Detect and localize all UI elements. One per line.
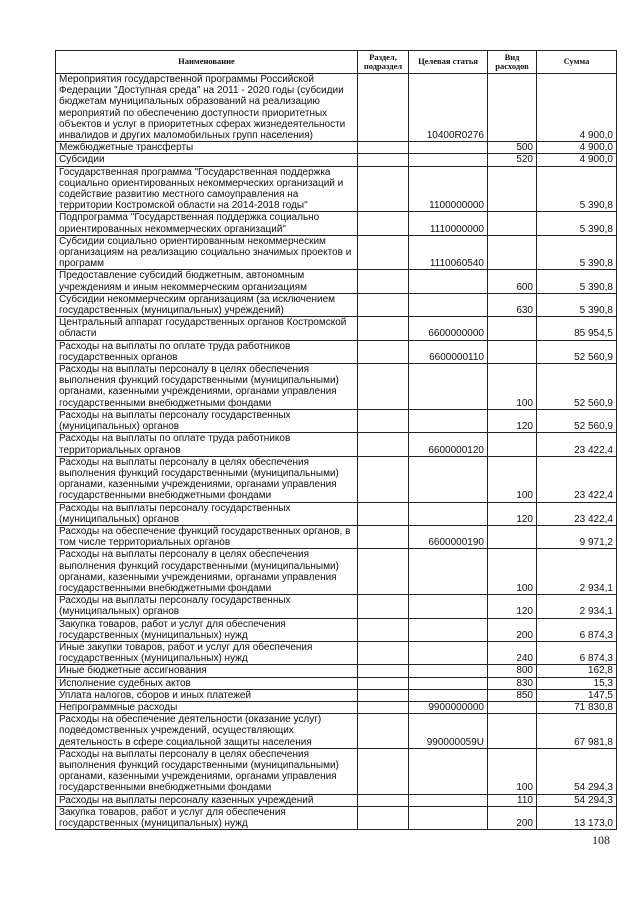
cell-section [358, 317, 409, 340]
table-row [56, 317, 617, 340]
cell-kind [488, 701, 537, 713]
cell-kind: 850 [488, 689, 537, 701]
cell-sum: 15,3 [537, 677, 617, 689]
cell-name: Центральный аппарат государственных органов Костромской области [56, 317, 358, 340]
cell-sum: 4 900,0 [537, 142, 617, 154]
table-row [56, 701, 617, 713]
cell-kind: 600 [488, 270, 537, 293]
cell-target: 6600000110 [409, 340, 488, 363]
header-sum: Сумма [537, 51, 617, 74]
cell-name: Расходы на выплаты по оплате труда работников государственных органов [56, 340, 358, 363]
table-row [56, 364, 617, 410]
cell-target [409, 794, 488, 806]
cell-kind: 200 [488, 806, 537, 829]
cell-sum: 52 560,9 [537, 409, 617, 432]
cell-sum: 6 874,3 [537, 618, 617, 641]
cell-target [409, 748, 488, 794]
cell-section [358, 364, 409, 410]
cell-sum: 52 560,9 [537, 340, 617, 363]
table-row [56, 595, 617, 618]
cell-kind [488, 317, 537, 340]
cell-section [358, 641, 409, 664]
cell-target [409, 618, 488, 641]
budget-table [55, 50, 617, 830]
cell-target: 10400R0276 [409, 74, 488, 142]
cell-name: Закупка товаров, работ и услуг для обеспечения государственных (муниципальных) нужд [56, 618, 358, 641]
cell-name: Непрограммные расходы [56, 701, 358, 713]
table-row [56, 409, 617, 432]
cell-name: Расходы на выплаты персоналу в целях обеспечения выполнения функций государственными (муниципальными) органами, казенными учреждениями, органами управления государственными внебюджетными фондами [56, 364, 358, 410]
cell-target [409, 677, 488, 689]
cell-section [358, 433, 409, 456]
table-row [56, 806, 617, 829]
cell-section [358, 701, 409, 713]
table-row [56, 142, 617, 154]
cell-name: Исполнение судебных актов [56, 677, 358, 689]
cell-name: Предоставление субсидий бюджетным, автономным учреждениям и иным некоммерческим организациям [56, 270, 358, 293]
cell-kind [488, 714, 537, 749]
cell-name: Расходы на выплаты по оплате труда работников территориальных органов [56, 433, 358, 456]
cell-name: Расходы на обеспечение функций государственных органов, в том числе территориальных органов [56, 525, 358, 548]
cell-sum: 5 390,8 [537, 270, 617, 293]
cell-kind: 120 [488, 502, 537, 525]
cell-target [409, 409, 488, 432]
cell-kind: 240 [488, 641, 537, 664]
cell-sum: 54 294,3 [537, 794, 617, 806]
cell-name: Субсидии социально ориентированным некоммерческим организациям на реализацию социально значимых проектов и программ [56, 235, 358, 270]
cell-sum: 4 900,0 [537, 154, 617, 166]
cell-sum: 5 390,8 [537, 166, 617, 212]
cell-kind: 110 [488, 794, 537, 806]
cell-kind: 100 [488, 364, 537, 410]
cell-section [358, 340, 409, 363]
cell-sum: 23 422,4 [537, 456, 617, 502]
cell-target: 6600000120 [409, 433, 488, 456]
table-body [56, 74, 617, 830]
cell-section [358, 166, 409, 212]
cell-name: Расходы на выплаты персоналу в целях обеспечения выполнения функций государственными (муниципальными) органами, казенными учреждениями, органами управления государственными внебюджетными фондами [56, 456, 358, 502]
cell-section [358, 665, 409, 677]
table-row [56, 340, 617, 363]
cell-target [409, 641, 488, 664]
cell-section [358, 502, 409, 525]
cell-name: Субсидии [56, 154, 358, 166]
table-row [56, 525, 617, 548]
table-row [56, 549, 617, 595]
cell-sum: 67 981,8 [537, 714, 617, 749]
cell-kind: 100 [488, 549, 537, 595]
table-row [56, 502, 617, 525]
cell-section [358, 142, 409, 154]
header-name: Наименование [56, 51, 358, 74]
table-row [56, 665, 617, 677]
cell-kind: 120 [488, 595, 537, 618]
table-row [56, 456, 617, 502]
cell-name: Межбюджетные трансферты [56, 142, 358, 154]
cell-section [358, 748, 409, 794]
cell-target: 1100000000 [409, 166, 488, 212]
cell-kind: 500 [488, 142, 537, 154]
header-section: Раздел, подраздел [358, 51, 409, 74]
cell-sum: 4 900,0 [537, 74, 617, 142]
table-row [56, 293, 617, 316]
document-page [55, 50, 616, 830]
table-row [56, 235, 617, 270]
cell-kind: 830 [488, 677, 537, 689]
cell-sum: 2 934,1 [537, 549, 617, 595]
cell-section [358, 595, 409, 618]
cell-sum: 6 874,3 [537, 641, 617, 664]
cell-section [358, 456, 409, 502]
cell-kind [488, 525, 537, 548]
cell-section [358, 677, 409, 689]
cell-kind: 100 [488, 748, 537, 794]
cell-name: Уплата налогов, сборов и иных платежей [56, 689, 358, 701]
cell-kind [488, 166, 537, 212]
cell-target [409, 665, 488, 677]
cell-kind: 200 [488, 618, 537, 641]
cell-sum: 13 173,0 [537, 806, 617, 829]
cell-target: 1110000000 [409, 212, 488, 235]
cell-name: Мероприятия государственной программы Российской Федерации "Доступная среда" на 2011 - 2020 годы (субсидии бюджетам муниципальных образований на реализацию мероприятий по обеспечению доступности приоритетных объектов и услуг в приоритетных сферах жизнедеятельности инвалидов и других маломобильных групп населения) [56, 74, 358, 142]
header-target: Целевая статья [409, 51, 488, 74]
cell-section [358, 74, 409, 142]
cell-target: 6600000000 [409, 317, 488, 340]
cell-name: Субсидии некоммерческим организациям (за исключением государственных (муниципальных) учреждений) [56, 293, 358, 316]
cell-sum: 23 422,4 [537, 433, 617, 456]
cell-sum: 52 560,9 [537, 364, 617, 410]
cell-kind: 100 [488, 456, 537, 502]
cell-target: 9900000000 [409, 701, 488, 713]
table-row [56, 166, 617, 212]
cell-name: Расходы на обеспечение деятельности (оказание услуг) подведомственных учреждений, осуществляющих деятельность в сфере социальной защиты населения [56, 714, 358, 749]
table-row [56, 748, 617, 794]
cell-target [409, 502, 488, 525]
cell-name: Государственная программа "Государственная поддержка социально ориентированных некоммерческих организаций и содействие развитию местного самоуправления на территории Костромской области на 2014-2018 годы" [56, 166, 358, 212]
cell-kind [488, 433, 537, 456]
cell-target [409, 456, 488, 502]
cell-section [358, 154, 409, 166]
cell-target: 1110060540 [409, 235, 488, 270]
cell-section [358, 525, 409, 548]
cell-section [358, 549, 409, 595]
table-header-row [56, 51, 617, 74]
cell-sum: 54 294,3 [537, 748, 617, 794]
cell-sum: 23 422,4 [537, 502, 617, 525]
cell-name: Иные бюджетные ассигнования [56, 665, 358, 677]
cell-sum: 5 390,8 [537, 235, 617, 270]
cell-target [409, 806, 488, 829]
table-row [56, 618, 617, 641]
table-row [56, 714, 617, 749]
cell-target [409, 154, 488, 166]
cell-name: Закупка товаров, работ и услуг для обеспечения государственных (муниципальных) нужд [56, 806, 358, 829]
table-row [56, 270, 617, 293]
cell-sum: 2 934,1 [537, 595, 617, 618]
table-row [56, 689, 617, 701]
cell-sum: 147,5 [537, 689, 617, 701]
cell-kind [488, 340, 537, 363]
cell-target [409, 270, 488, 293]
cell-name: Иные закупки товаров, работ и услуг для обеспечения государственных (муниципальных) нужд [56, 641, 358, 664]
cell-sum: 71 830,8 [537, 701, 617, 713]
cell-kind [488, 212, 537, 235]
cell-sum: 162,8 [537, 665, 617, 677]
cell-sum: 85 954,5 [537, 317, 617, 340]
table-row [56, 154, 617, 166]
cell-target: 6600000190 [409, 525, 488, 548]
cell-section [358, 235, 409, 270]
page-number: 108 [592, 833, 610, 847]
cell-kind [488, 235, 537, 270]
cell-section [358, 212, 409, 235]
cell-kind: 630 [488, 293, 537, 316]
cell-target [409, 293, 488, 316]
cell-name: Расходы на выплаты персоналу государственных (муниципальных) органов [56, 409, 358, 432]
cell-target [409, 142, 488, 154]
cell-section [358, 806, 409, 829]
cell-target: 990000059U [409, 714, 488, 749]
cell-target [409, 549, 488, 595]
cell-name: Расходы на выплаты персоналу государственных (муниципальных) органов [56, 595, 358, 618]
cell-name: Расходы на выплаты персоналу в целях обеспечения выполнения функций государственными (муниципальными) органами, казенными учреждениями, органами управления государственными внебюджетными фондами [56, 549, 358, 595]
cell-name: Расходы на выплаты персоналу в целях обеспечения выполнения функций государственными (муниципальными) органами, казенными учреждениями, органами управления государственными внебюджетными фондами [56, 748, 358, 794]
cell-sum: 9 971,2 [537, 525, 617, 548]
cell-kind: 120 [488, 409, 537, 432]
cell-name: Расходы на выплаты персоналу государственных (муниципальных) органов [56, 502, 358, 525]
header-kind: Вид расходов [488, 51, 537, 74]
cell-section [358, 689, 409, 701]
cell-section [358, 409, 409, 432]
cell-target [409, 689, 488, 701]
table-row [56, 641, 617, 664]
cell-section [358, 794, 409, 806]
cell-section [358, 618, 409, 641]
cell-name: Расходы на выплаты персоналу казенных учреждений [56, 794, 358, 806]
cell-kind: 800 [488, 665, 537, 677]
cell-sum: 5 390,8 [537, 212, 617, 235]
cell-kind: 520 [488, 154, 537, 166]
table-row [56, 433, 617, 456]
cell-sum: 5 390,8 [537, 293, 617, 316]
cell-section [358, 293, 409, 316]
cell-kind [488, 74, 537, 142]
table-row [56, 212, 617, 235]
cell-name: Подпрограмма "Государственная поддержка социально ориентированных некоммерческих организаций" [56, 212, 358, 235]
cell-target [409, 595, 488, 618]
table-row [56, 677, 617, 689]
table-row [56, 794, 617, 806]
cell-section [358, 714, 409, 749]
cell-target [409, 364, 488, 410]
cell-section [358, 270, 409, 293]
table-row [56, 74, 617, 142]
